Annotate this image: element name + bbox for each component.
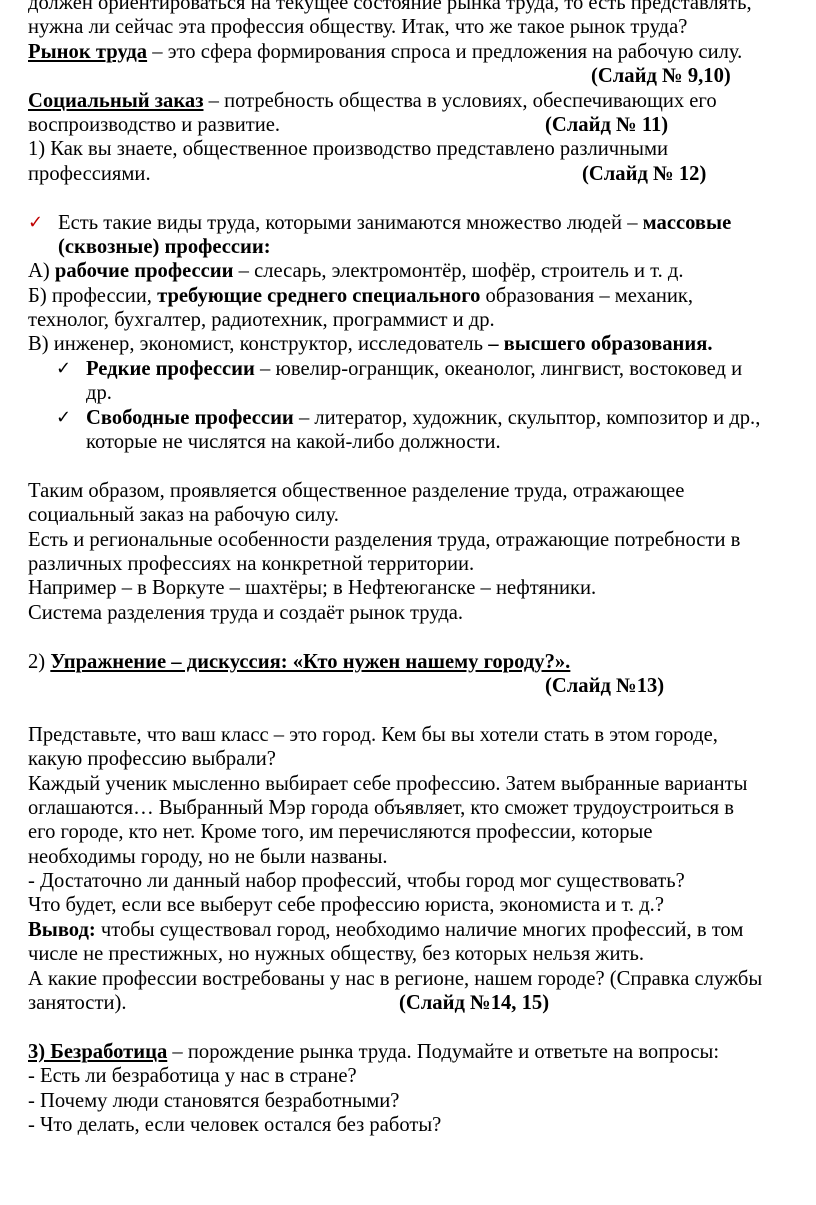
text-line: оглашаются… Выбранный Мэр города объявляет, кто сможет трудоустроиться в — [28, 796, 734, 819]
text-line: А какие профессии востребованы у нас в регионе, нашем городе? (Справка службы — [28, 967, 763, 990]
text-span: – ювелир-огранщик, океанолог, лингвист, востоковед и — [254, 357, 743, 380]
text-line: - Достаточно ли данный набор профессий, чтобы город мог существовать? — [28, 870, 685, 893]
text-span: профессиями. — [28, 162, 151, 185]
conclusion-label: Вывод: — [28, 918, 96, 941]
text-span: – слесарь, электромонтёр, шофёр, строитель и т. д. — [233, 260, 684, 283]
text-line: др. — [86, 382, 112, 405]
bold-span: требующие среднего специального — [157, 284, 481, 307]
text-line: Система разделения труда и создаёт рынок труда. — [28, 601, 464, 624]
slide-label: (Слайд №13) — [545, 674, 665, 697]
text-line: 1) Как вы знаете, общественное производство представлено различными — [28, 138, 669, 161]
term-social-order: Социальный заказ — [28, 89, 204, 112]
slide-label: (Слайд № 12) — [582, 162, 707, 185]
term-labor-market: Рынок труда — [28, 40, 148, 63]
text-line: Например – в Воркуте – шахтёры; в Нефтеюганске – нефтяники. — [28, 577, 597, 600]
text-span: – литератор, художник, скульптор, композитор и др., — [293, 406, 761, 429]
slide-ref — [28, 64, 813, 88]
text-line: должен ориентироваться на текущее состояние рынка труда, то есть представлять, — [28, 0, 752, 14]
question-line: - Почему люди становятся безработными? — [28, 1089, 400, 1112]
slide-label: (Слайд № 9,10) — [591, 65, 731, 88]
text-span: занятости). — [28, 992, 127, 1015]
text-line: необходимы городу, но не были названы. — [28, 845, 388, 868]
text-span: А) — [28, 260, 55, 283]
definition-text: – потребность общества в условиях, обеспечивающих его — [203, 89, 717, 112]
text-line — [28, 162, 813, 186]
bold-span: массовые — [642, 211, 732, 234]
text-span: 2) — [28, 650, 51, 673]
text-line — [28, 113, 813, 137]
bold-span: – высшего образования. — [488, 333, 713, 356]
list-item-v — [28, 332, 813, 356]
definition-social-order — [28, 89, 813, 113]
text-span: – порождение рынка труда. Подумайте и ответьте на вопросы: — [167, 1040, 720, 1063]
bullet-rare-professions — [28, 357, 813, 381]
definition-text: – это сфера формирования спроса и предложения на рабочую силу. — [147, 40, 743, 63]
checkmark-icon: ✓ — [56, 357, 72, 379]
text-span: Есть такие виды труда, которыми занимаются множество людей – — [58, 211, 643, 234]
text-span: чтобы существовал город, необходимо наличие многих профессий, в том — [95, 918, 744, 941]
text-line: Что будет, если все выберут себе профессию юриста, экономиста и т. д.? — [28, 894, 664, 917]
text-span: Б) профессии, — [28, 284, 158, 307]
text-line: которые не числятся на какой-либо должности. — [86, 431, 501, 454]
checkmark-icon: ✓ — [56, 406, 72, 428]
text-span: образования – механик, — [480, 284, 694, 307]
bullet-free-professions — [28, 406, 813, 430]
text-span: В) инженер, экономист, конструктор, исследователь — [28, 333, 489, 356]
bold-span: Свободные профессии — [86, 406, 294, 429]
text-line: нужна ли сейчас эта профессия обществу. Итак, что же такое рынок труда? — [28, 16, 688, 39]
text-line: Каждый ученик мысленно выбирает себе профессию. Затем выбранные варианты — [28, 772, 748, 795]
definition-labor-market — [28, 40, 813, 64]
question-line: - Что делать, если человек остался без работы? — [28, 1113, 442, 1136]
text-line: социальный заказ на рабочую силу. — [28, 504, 339, 527]
unemployment-heading — [28, 1040, 813, 1064]
text-line: различных профессиях на конкретной территории. — [28, 552, 475, 575]
exercise-title: Упражнение – дискуссия: «Кто нужен нашему городу?». — [50, 650, 571, 673]
text-line: технолог, бухгалтер, радиотехник, программист и др. — [28, 309, 495, 332]
conclusion-line — [28, 918, 813, 942]
text-line — [28, 991, 813, 1015]
exercise-heading — [28, 650, 813, 674]
question-line: - Есть ли безработица у нас в стране? — [28, 1065, 357, 1088]
text-line: какую профессию выбрали? — [28, 748, 276, 771]
text-line: числе не престижных, но нужных обществу, без которых нельзя жить. — [28, 943, 645, 966]
checkmark-icon: ✓ — [28, 211, 44, 233]
text-line: Представьте, что ваш класс – это город. Кем бы вы хотели стать в этом городе, — [28, 723, 718, 746]
text-line: его городе, кто нет. Кроме того, им перечисляются профессии, которые — [28, 821, 653, 844]
text-span: воспроизводство и развитие. — [28, 113, 281, 136]
document-body — [28, 0, 813, 1137]
text-line: Таким образом, проявляется общественное разделение труда, отражающее — [28, 479, 685, 502]
slide-label: (Слайд № 11) — [545, 113, 669, 136]
bullet-mass-professions — [28, 211, 813, 235]
bold-span: рабочие профессии — [54, 260, 234, 283]
bold-span: Редкие профессии — [86, 357, 255, 380]
section-title: 3) Безработица — [28, 1040, 168, 1063]
slide-ref — [28, 674, 813, 698]
list-item-b — [28, 284, 813, 308]
text-line: (сквозные) профессии: — [58, 235, 271, 258]
list-item-a — [28, 259, 813, 283]
text-line: Есть и региональные особенности разделения труда, отражающие потребности в — [28, 528, 741, 551]
slide-label: (Слайд №14, 15) — [399, 992, 550, 1015]
